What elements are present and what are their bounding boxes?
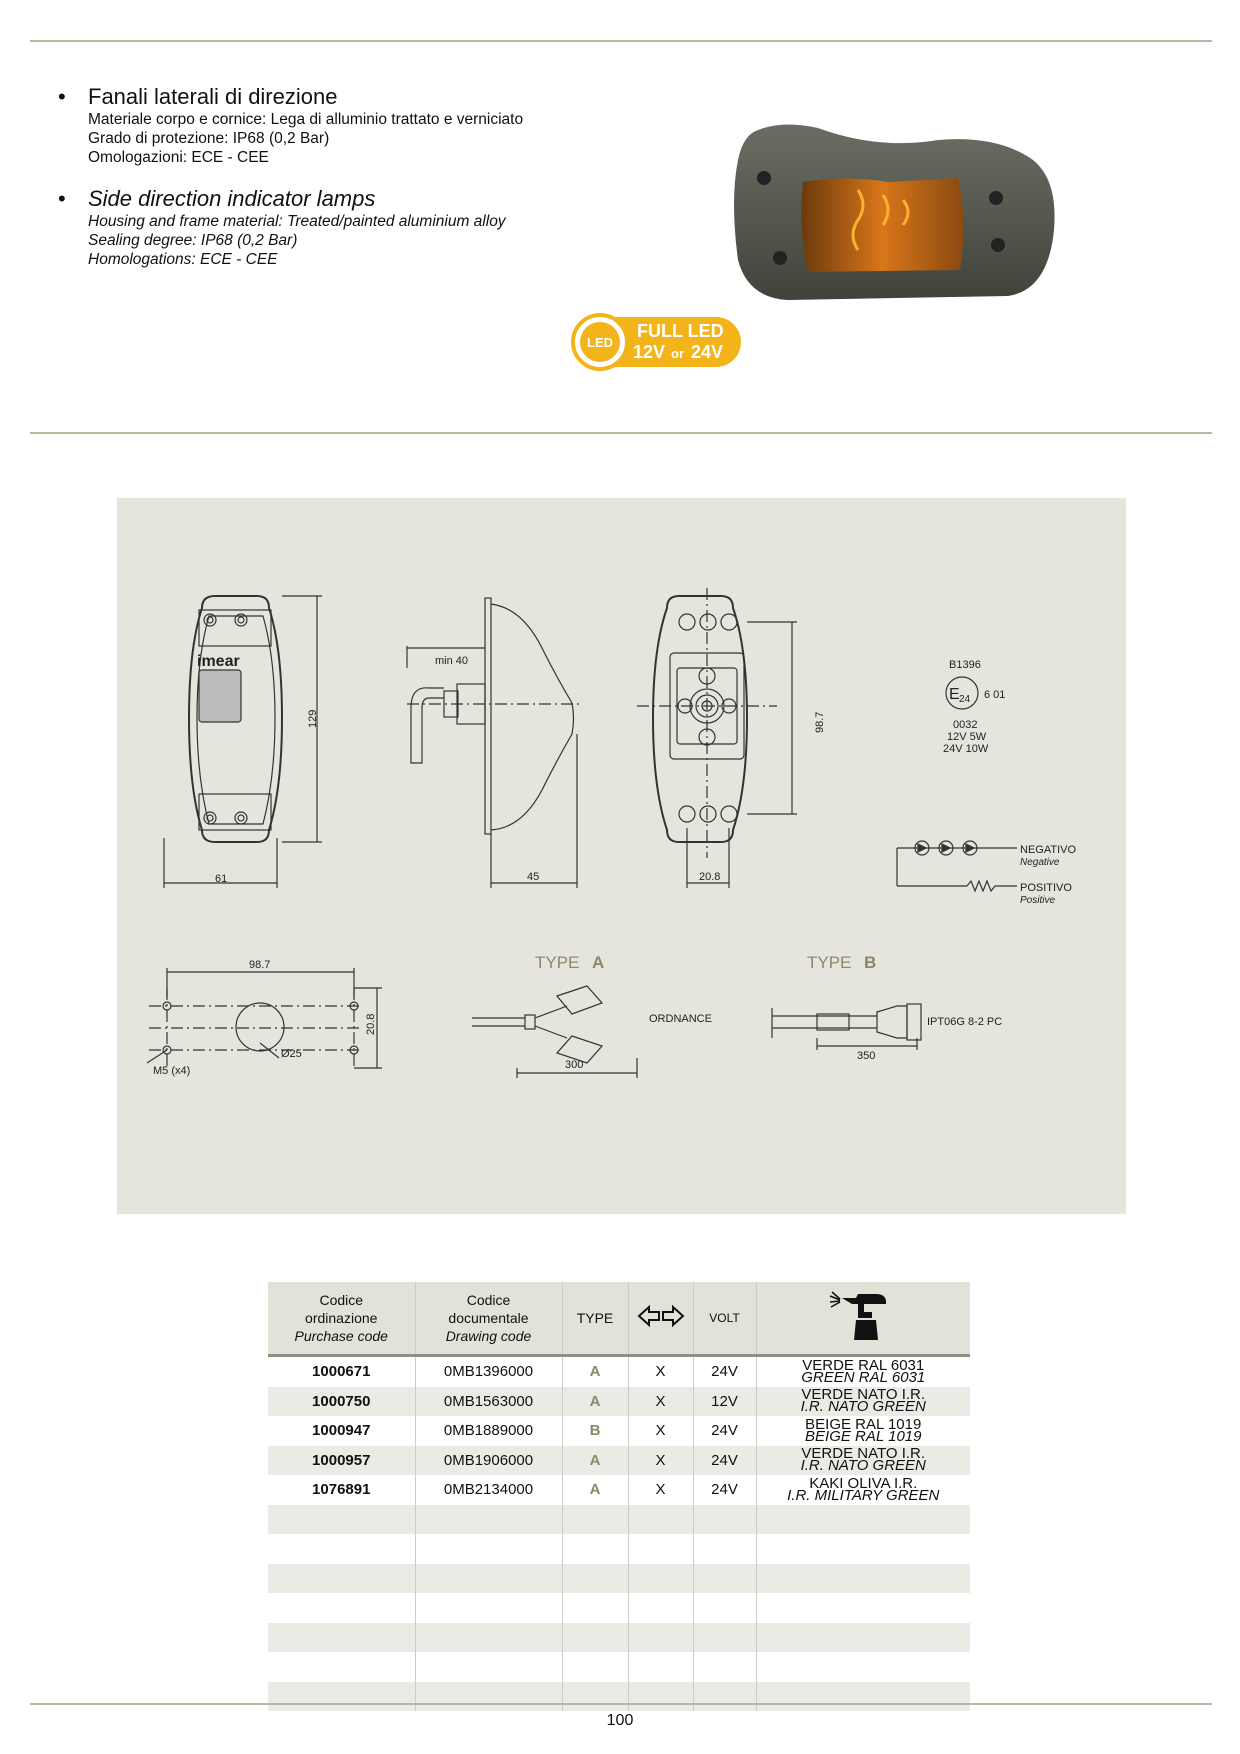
type-b-length: 350 [857,1050,876,1062]
header-type: TYPE [562,1282,628,1356]
cell-type [562,1534,628,1564]
cell-drawing-code: 0MB1906000 [415,1446,562,1476]
cell-direction [628,1534,693,1564]
cell-paint-color [756,1534,970,1564]
table-row [268,1593,970,1623]
cell-direction [628,1505,693,1535]
cell-direction [628,1652,693,1682]
color-english: BEIGE RAL 1019 [805,1427,922,1445]
cell-volt [693,1593,756,1623]
cell-type [562,1564,628,1594]
cell-direction [628,1564,693,1594]
type-b-label: TYPE [807,953,852,972]
e-mark-suffix: 6 01 [984,689,1006,701]
full-led-badge [571,313,743,371]
negative-label: NEGATIVO [1020,844,1077,856]
spec-homologation-en: Homologations: ECE - CEE [88,251,278,268]
e-mark-letter: E [949,686,960,703]
spec-homologation: Omologazioni: ECE - CEE [88,149,269,166]
cell-volt: 24V [693,1416,756,1446]
color-english: I.R. MILITARY GREEN [787,1486,940,1504]
table-row [268,1623,970,1653]
dim-min40: min 40 [435,655,469,667]
cell-volt [693,1505,756,1535]
cell-direction [628,1682,693,1712]
cell-volt: 24V [693,1446,756,1476]
cell-volt [693,1623,756,1653]
wiring-diagram-icon [897,841,1017,891]
mount-diameter: Ø25 [281,1048,302,1060]
middle-rule [30,432,1212,434]
cell-type [562,1593,628,1623]
rating-24v: 24V 10W [943,743,989,755]
type-b-connector: IPT06G 8-2 PC [927,1016,1003,1028]
color-italian: VERDE NATO I.R. [801,1445,926,1463]
cell-direction: X [628,1356,693,1387]
table-row [268,1446,970,1476]
front-view [164,596,322,888]
cell-purchase-code [268,1534,415,1564]
cell-direction: X [628,1416,693,1446]
homologation-number: 0032 [953,719,978,731]
dim-45: 45 [527,871,540,883]
product-photo [728,120,1058,310]
page-number: 100 [606,1712,634,1729]
type-a-length: 300 [565,1059,584,1071]
table-row [268,1387,970,1417]
cell-purchase-code: 1000947 [268,1416,415,1446]
dim-20-8: 20.8 [699,871,721,883]
cell-drawing-code [415,1534,562,1564]
cell-drawing-code [415,1593,562,1623]
cell-type [562,1682,628,1712]
cell-purchase-code [268,1652,415,1682]
e-mark-number: 24 [959,694,971,705]
rating-12v: 12V 5W [947,731,987,743]
cell-direction: X [628,1475,693,1505]
header-purchase-code: Codice ordinazione Purchase code [268,1282,415,1356]
cell-type: A [562,1356,628,1387]
table-row [268,1475,970,1505]
cell-purchase-code [268,1623,415,1653]
product-codes-table [268,1282,970,1711]
type-a-label: TYPE [535,953,580,972]
cell-volt [693,1564,756,1594]
cell-volt [693,1652,756,1682]
color-english: I.R. NATO GREEN [800,1398,926,1416]
led-badge-graphic [571,313,743,371]
type-b-letter: B [864,953,877,972]
cell-paint-color [756,1446,970,1476]
cell-drawing-code [415,1652,562,1682]
cell-paint-color [756,1387,970,1417]
table-header-row [268,1282,970,1356]
cell-volt: 24V [693,1356,756,1387]
cell-purchase-code [268,1564,415,1594]
title-italian: • Fanali laterali di direzione [58,84,338,109]
cell-direction [628,1623,693,1653]
dim-61: 61 [215,873,228,885]
cell-drawing-code [415,1623,562,1653]
technical-drawing-panel [117,498,1126,1214]
cell-drawing-code [415,1564,562,1594]
cell-type [562,1505,628,1535]
cell-drawing-code: 0MB1396000 [415,1356,562,1387]
table-row [268,1652,970,1682]
title-english: • Side direction indicator lamps [58,186,376,211]
table-row [268,1682,970,1712]
cell-paint-color [756,1564,970,1594]
cell-type: A [562,1446,628,1476]
cell-purchase-code [268,1682,415,1712]
cell-type: A [562,1387,628,1417]
cell-paint-color [756,1623,970,1653]
type-a-cable [472,986,637,1078]
top-rule [30,40,1212,42]
technical-drawing [117,498,1126,1214]
led-icon: LED [587,335,613,350]
spec-sealing-en: Sealing degree: IP68 (0,2 Bar) [88,232,298,249]
table-row [268,1534,970,1564]
type-b-cable [772,1004,921,1050]
spec-protection: Grado di protezione: IP68 (0,2 Bar) [88,130,330,147]
cell-paint-color [756,1416,970,1446]
spec-material-en: Housing and frame material: Treated/painted aluminium alloy [88,213,506,230]
homologation-code: B1396 [949,659,981,671]
cell-purchase-code: 1000957 [268,1446,415,1476]
color-english: I.R. NATO GREEN [800,1457,926,1475]
cell-paint-color [756,1505,970,1535]
badge-line1: FULL LED [637,321,724,341]
cell-purchase-code: 1076891 [268,1475,415,1505]
section-english [58,186,506,269]
color-italian: KAKI OLIVA I.R. [809,1474,918,1492]
cell-paint-color [756,1652,970,1682]
cell-purchase-code: 1000671 [268,1356,415,1387]
bottom-rule [30,1703,1212,1705]
cell-purchase-code [268,1505,415,1535]
mounting-template [147,968,382,1068]
cell-type [562,1623,628,1653]
rear-view [637,588,797,888]
color-italian: BEIGE RAL 1019 [805,1415,922,1433]
cell-type: A [562,1475,628,1505]
cell-paint-color [756,1356,970,1387]
dim-129: 129 [307,709,319,728]
table-row [268,1356,970,1387]
color-italian: VERDE RAL 6031 [802,1356,925,1374]
cell-paint-color [756,1475,970,1505]
cell-drawing-code: 0MB1563000 [415,1387,562,1417]
bullet-dot: • [58,84,66,109]
cell-direction [628,1593,693,1623]
header-drawing-code: Codice documentale Drawing code [415,1282,562,1356]
cell-volt [693,1534,756,1564]
cell-type [562,1652,628,1682]
table-row [268,1564,970,1594]
left-right-arrows-icon [637,1304,685,1328]
color-english: GREEN RAL 6031 [801,1368,926,1386]
table-row [268,1416,970,1446]
cell-volt: 24V [693,1475,756,1505]
side-view [407,598,582,888]
cell-purchase-code [268,1593,415,1623]
cell-volt: 12V [693,1387,756,1417]
cell-drawing-code: 0MB2134000 [415,1475,562,1505]
header-volt: VOLT [693,1282,756,1356]
imear-logo: imear [197,653,240,670]
mount-screws: M5 (x4) [153,1065,191,1077]
cell-drawing-code [415,1505,562,1535]
cell-paint-color [756,1593,970,1623]
cell-direction: X [628,1446,693,1476]
cell-purchase-code: 1000750 [268,1387,415,1417]
spray-gun-icon [828,1290,898,1342]
cell-volt [693,1682,756,1712]
mount-dim-20-8: 20.8 [365,1013,377,1035]
type-a-letter: A [592,953,605,972]
header-paint [756,1282,970,1356]
cell-drawing-code: 0MB1889000 [415,1416,562,1446]
mount-dim-98-7: 98.7 [249,959,271,971]
spec-material: Materiale corpo e cornice: Lega di alluminio trattato e verniciato [88,111,524,128]
cell-paint-color [756,1682,970,1712]
positive-label: POSITIVO [1020,882,1072,894]
cell-direction: X [628,1387,693,1417]
cell-drawing-code [415,1682,562,1712]
header-direction [628,1282,693,1356]
bullet-dot: • [58,186,66,211]
badge-volt-24: 24V [691,342,724,362]
table-row [268,1505,970,1535]
badge-or: or [671,346,684,361]
badge-volt-12: 12V [633,342,666,362]
type-a-connector: ORDNANCE [649,1013,712,1025]
color-italian: VERDE NATO I.R. [801,1386,926,1404]
section-italian [58,84,523,167]
negative-label-en: Negative [1020,857,1060,868]
dim-98-7-vertical: 98.7 [814,711,826,733]
positive-label-en: Positive [1020,895,1056,906]
cell-type: B [562,1416,628,1446]
